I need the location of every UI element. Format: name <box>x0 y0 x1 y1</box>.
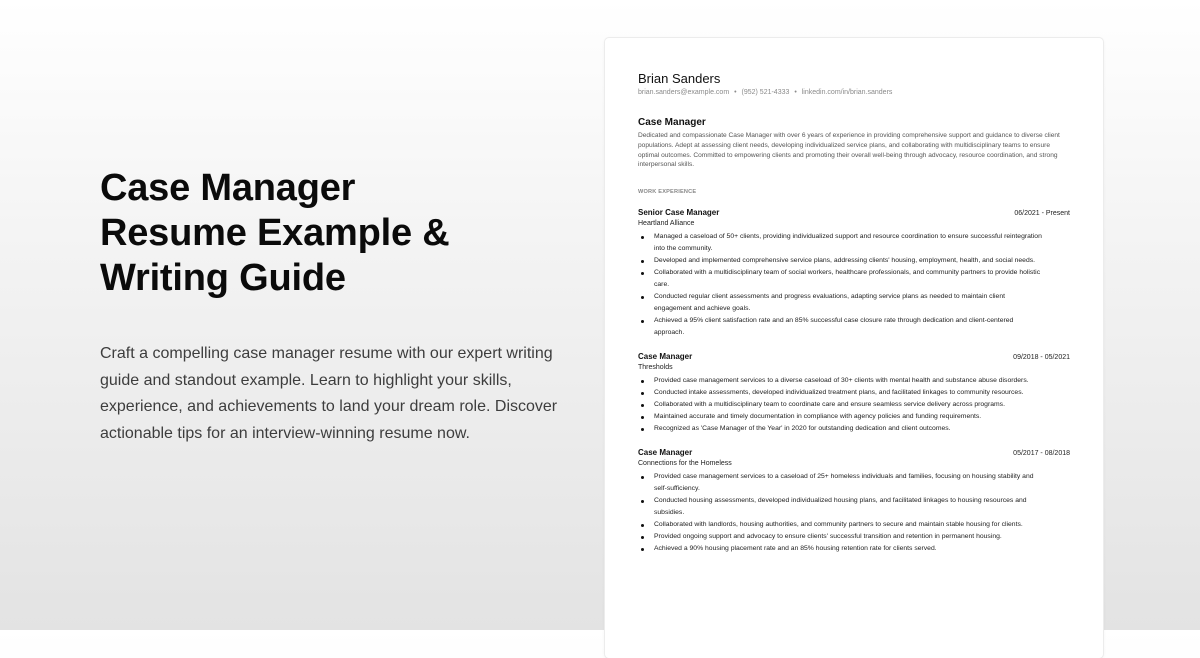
job-title: Senior Case Manager <box>638 208 720 218</box>
resume-summary: Dedicated and compassionate Case Manager with over 6 years of experience in providing comprehensive support and guidance to diverse client populations. Adept at assessing client needs, developing individualized service plans, and collaborating with multidisciplinary teams to ensure optimal outcomes. Committed to empowering clients and promoting their overall well-being through advocacy, resource coordination, and strong interpersonal skills. <box>638 132 1060 169</box>
resume-document <box>638 71 1070 555</box>
page-description: Craft a compelling case manager resume with our expert writing guide and standout example. Learn to highlight your skills, experience, and achievements to land your dream role. Discover actionable tips for an interview-winning resume now. <box>100 345 558 443</box>
bullet-item: Conducted housing assessments, developed individualized housing plans, and facilitated linkages to housing resources and subsidies. <box>654 495 1070 519</box>
job-entry <box>638 352 1070 435</box>
job-title: Case Manager <box>638 448 693 458</box>
bullet-item: Provided case management services to a diverse caseload of 30+ clients with mental health and substance abuse disorders. <box>654 375 1070 387</box>
section-label-work-experience: WORK EXPERIENCE <box>638 189 697 196</box>
resume-headline: Case Manager <box>638 117 706 128</box>
job-entry <box>638 208 1070 339</box>
job-dates: 09/2018 - 05/2021 <box>1013 354 1070 362</box>
bullet-item: Maintained accurate and timely documentation in compliance with agency policies and funding requirements. <box>654 411 1070 423</box>
bullet-item: Conducted intake assessments, developed individualized treatment plans, and facilitated linkages to community resources. <box>654 387 1070 399</box>
contact-separator: • <box>794 89 797 96</box>
resume-preview-card <box>605 38 1103 658</box>
bullet-item: Recognized as 'Case Manager of the Year' in 2020 for outstanding dedication and client outcomes. <box>654 423 1070 435</box>
bullet-item: Collaborated with landlords, housing authorities, and community partners to secure and maintain stable housing for clients. <box>654 519 1070 531</box>
title-line: Case Manager <box>100 167 356 209</box>
resume-contact <box>638 88 1070 97</box>
bullet-item: Conducted regular client assessments and progress evaluations, adapting service plans as needed to maintain client engagement and achieve goals. <box>654 291 1070 315</box>
bullet-item: Collaborated with a multidisciplinary team of social workers, healthcare professionals, and community partners to provide holistic care. <box>654 267 1070 291</box>
job-bullets <box>638 375 1070 435</box>
bullet-item: Achieved a 95% client satisfaction rate and an 85% successful case closure rate through dedication and client-centered approach. <box>654 315 1070 339</box>
job-dates: 05/2017 - 08/2018 <box>1013 450 1070 458</box>
bullet-item: Provided ongoing support and advocacy to ensure clients' successful transition and retention in permanent housing. <box>654 531 1070 543</box>
job-title: Case Manager <box>638 352 693 362</box>
contact-email: brian.sanders@example.com <box>638 89 730 96</box>
title-line: Resume Example & <box>100 212 450 254</box>
bullet-item: Developed and implemented comprehensive service plans, addressing clients' housing, employment, health, and social needs. <box>654 255 1070 267</box>
page-title <box>100 166 560 301</box>
job-company: Heartland Alliance <box>638 220 695 228</box>
resume-name: Brian Sanders <box>638 71 721 86</box>
job-company: Thresholds <box>638 364 673 372</box>
bullet-item: Managed a caseload of 50+ clients, providing individualized support and resource coordination to ensure successful reintegration into the community. <box>654 231 1070 255</box>
hero-section <box>100 166 560 448</box>
title-line: Writing Guide <box>100 257 346 299</box>
bullet-item: Achieved a 90% housing placement rate and an 85% housing retention rate for clients served. <box>654 543 1070 555</box>
job-bullets <box>638 231 1070 339</box>
contact-separator: • <box>734 89 737 96</box>
job-dates: 06/2021 - Present <box>1014 210 1070 218</box>
bullet-item: Provided case management services to a caseload of 25+ homeless individuals and families, focusing on housing stability and self-sufficiency. <box>654 471 1070 495</box>
job-company: Connections for the Homeless <box>638 460 732 468</box>
bullet-item: Collaborated with a multidisciplinary team to coordinate care and ensure seamless service delivery across programs. <box>654 399 1070 411</box>
contact-phone: (952) 521-4333 <box>741 89 790 96</box>
job-entry <box>638 448 1070 555</box>
contact-linkedin: linkedin.com/in/brian.sanders <box>801 89 893 96</box>
job-bullets <box>638 471 1070 555</box>
